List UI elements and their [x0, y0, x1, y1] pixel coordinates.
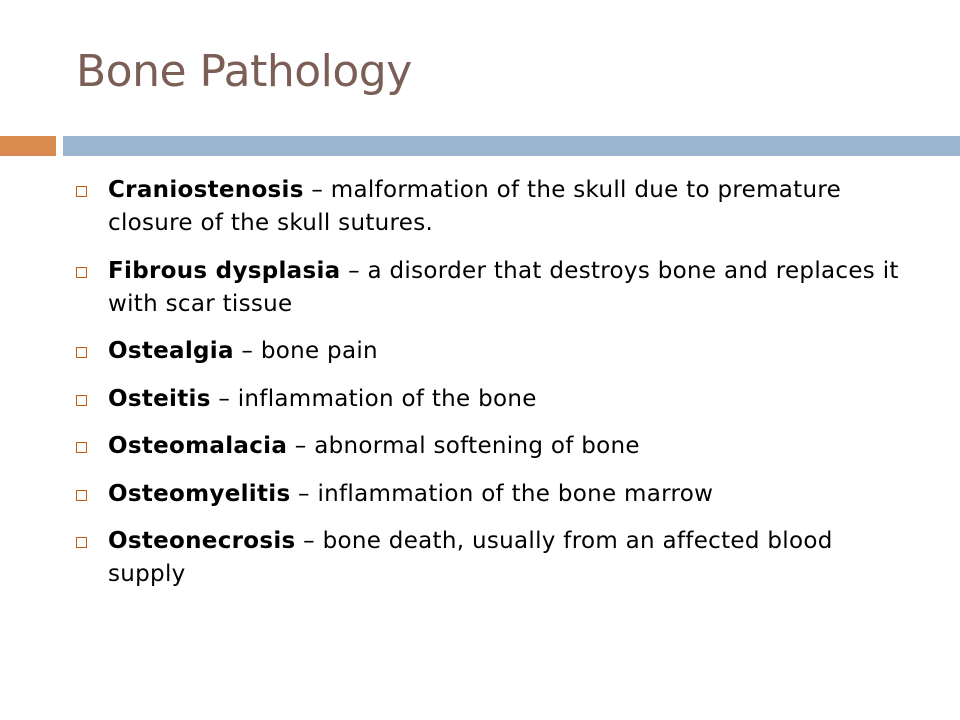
- square-bullet-icon: [76, 395, 87, 406]
- separator: –: [340, 257, 368, 284]
- term: Ostealgia: [108, 338, 234, 364]
- separator: –: [295, 528, 323, 554]
- list-item: [76, 478, 916, 511]
- square-bullet-icon: [76, 537, 87, 548]
- definition: bone death, usually from an affected blood supply: [108, 528, 833, 587]
- square-bullet-icon: [76, 347, 87, 358]
- list-item: [76, 430, 916, 463]
- separator: –: [210, 385, 238, 412]
- list-item: [76, 383, 916, 416]
- term: Osteomyelitis: [108, 480, 291, 507]
- definition: a disorder that destroys bone and replaces it with scar tissue: [108, 257, 899, 317]
- list-item: [76, 525, 916, 591]
- list-item: [76, 174, 916, 240]
- bullet-list: [76, 174, 916, 606]
- accent-bar-orange: [0, 136, 56, 156]
- definition: bone pain: [260, 338, 378, 364]
- slide-title: Bone Pathology: [76, 46, 412, 97]
- list-item: [76, 255, 916, 321]
- definition: inflammation of the bone: [237, 385, 537, 412]
- term: Osteitis: [108, 385, 211, 412]
- term: Craniostenosis: [108, 177, 304, 203]
- square-bullet-icon: [76, 442, 87, 453]
- term: Osteonecrosis: [108, 528, 296, 554]
- separator: –: [233, 338, 261, 364]
- separator: –: [303, 177, 331, 203]
- term: Osteomalacia: [108, 433, 288, 459]
- square-bullet-icon: [76, 267, 87, 278]
- square-bullet-icon: [76, 186, 87, 197]
- separator: –: [287, 433, 315, 459]
- separator: –: [290, 480, 318, 507]
- term: Fibrous dysplasia: [108, 257, 341, 284]
- accent-bar-blue: [63, 136, 960, 156]
- square-bullet-icon: [76, 490, 87, 501]
- definition: abnormal softening of bone: [314, 433, 640, 459]
- definition: inflammation of the bone marrow: [317, 480, 714, 507]
- definition: malformation of the skull due to premature closure of the skull sutures.: [108, 177, 842, 236]
- list-item: [76, 335, 916, 368]
